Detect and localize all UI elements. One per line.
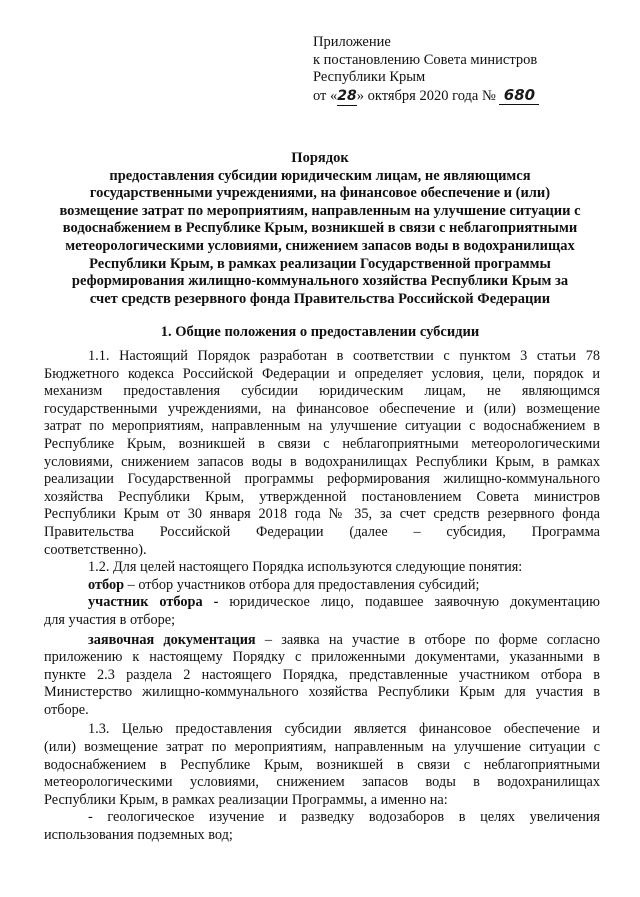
appendix-header xyxy=(313,34,623,106)
text-line: 1.1. Настоящий Порядок разработан в соответствии с пунктом 3 статьи 78 xyxy=(88,348,600,364)
text-line: (или) возмещение затрат по мероприятиям, направленным на улучшение ситуации с xyxy=(44,739,600,756)
text-line: Министерство жилищно-коммунального хозяйства Республики Крым для участия в xyxy=(44,684,600,701)
text-line: 1.3. Целью предоставления субсидии является финансовое обеспечение и xyxy=(88,721,600,738)
text-line: для участия в отборе; xyxy=(44,611,176,628)
title-line: счет средств резервного фонда Правительства Российской Федерации xyxy=(89,290,551,307)
text-line: Республики Крым, в рамках реализации Программы, а именно на: xyxy=(44,791,448,808)
text-line: Правительства Российской Федерации (далее – субсидия, Программа xyxy=(44,523,600,540)
title-line: реформирования жилищно-коммунального хозяйства Республики Крым за xyxy=(71,273,569,290)
title-line: предоставления субсидии юридическим лицам, не являющимся xyxy=(109,167,531,184)
definition-text: – отбор участников отбора для предоставления субсидий; xyxy=(124,576,480,593)
text-line: механизм предоставления субсидии юридическим лицам, не являющимся xyxy=(44,383,600,400)
text-line: использования подземных вод; xyxy=(44,827,233,844)
section-1-body xyxy=(44,348,600,845)
paragraph-1-3 xyxy=(44,721,600,809)
title-line: государственными учреждениями, на финансовое обеспечение и (или) xyxy=(89,185,551,202)
text-line: водоснабжением в Республике Крым, возникшей в связи с неблагоприятными xyxy=(44,756,600,773)
title-line: возмещение затрат по мероприятиям, направленным на улучшение ситуации с xyxy=(59,202,581,219)
paragraph-1-2: 1.2. Для целей настоящего Порядка используются следующие понятия: xyxy=(88,559,523,576)
definition-text: юридическое лицо, подавшее заявочную документацию xyxy=(218,594,600,611)
text-line: условиями, снижением запасов воды в водохранилищах Республики Крым, в рамках xyxy=(44,453,600,470)
handwritten-day: 28 xyxy=(337,88,356,107)
text-line: Республики Крым от 30 января 2018 года № 35, за счет средств резервного фонда xyxy=(44,506,600,523)
text-line: отборе. xyxy=(44,701,89,718)
text-line: Бюджетного кодекса Российской Федерации и определяет условия, цели, порядок и xyxy=(44,365,600,382)
definition-text: – заявка на участие в отборе по форме согласно xyxy=(255,631,600,648)
header-line-appendix: Приложение xyxy=(313,34,391,50)
text-line: соответственно). xyxy=(44,541,147,558)
title-line: водоснабжением в Республике Крым, возникшей в связи с неблагоприятными xyxy=(62,220,578,237)
section-1-title: 1. Общие положения о предоставлении субсидии xyxy=(160,324,480,340)
date-prefix: от « xyxy=(313,87,338,104)
document-title xyxy=(40,150,600,308)
text-line: Республике Крым, возникшей в связи с неблагоприятными метеорологическими xyxy=(44,435,600,452)
text-line: пункте 2.3 раздела 2 настоящего Порядка, представленные участником отбора в xyxy=(44,666,600,683)
term-participant: участник отбора - xyxy=(88,594,219,611)
text-line: - геологическое изучение и разведку водозаборов в целях увеличения xyxy=(88,809,600,826)
term-application-docs: заявочная документация xyxy=(88,631,256,648)
title-line: метеорологическими условиями, снижением запасов воды в водохранилищах xyxy=(65,237,575,254)
text-line: хозяйства Республики Крым, утвержденной постановлением Совета министров xyxy=(44,488,600,505)
text-line: реализации Государственной программы реформирования жилищно-коммунального xyxy=(44,471,600,488)
title-line: Порядок xyxy=(291,150,349,166)
term-selection: отбор xyxy=(88,576,125,593)
definition-selection xyxy=(44,577,600,595)
text-line: затрат по мероприятиям, направленным на улучшение ситуации с водоснабжением в xyxy=(44,418,600,435)
header-line-resolution: к постановлению Совета министров xyxy=(313,51,538,68)
header-line-republic: Республики Крым xyxy=(313,69,426,85)
paragraph-1-1 xyxy=(44,348,600,559)
list-item-geology xyxy=(44,809,600,844)
definition-participant xyxy=(44,594,600,612)
handwritten-doc-number: 680 xyxy=(499,87,539,106)
text-line: метеорологическими условиями, снижением запасов воды в водохранилищах xyxy=(44,774,600,791)
header-line-date xyxy=(313,87,623,107)
title-line: Республики Крым, в рамках реализации Государственной программы xyxy=(89,255,551,272)
text-line: приложению к настоящему Порядку с приложенными документами, указанными в xyxy=(44,649,600,666)
text-line: государственными учреждениями, на финансовое обеспечение и (или) возмещение xyxy=(44,400,600,417)
date-suffix: » октября 2020 года № xyxy=(356,87,496,104)
definition-application-docs xyxy=(44,632,600,650)
